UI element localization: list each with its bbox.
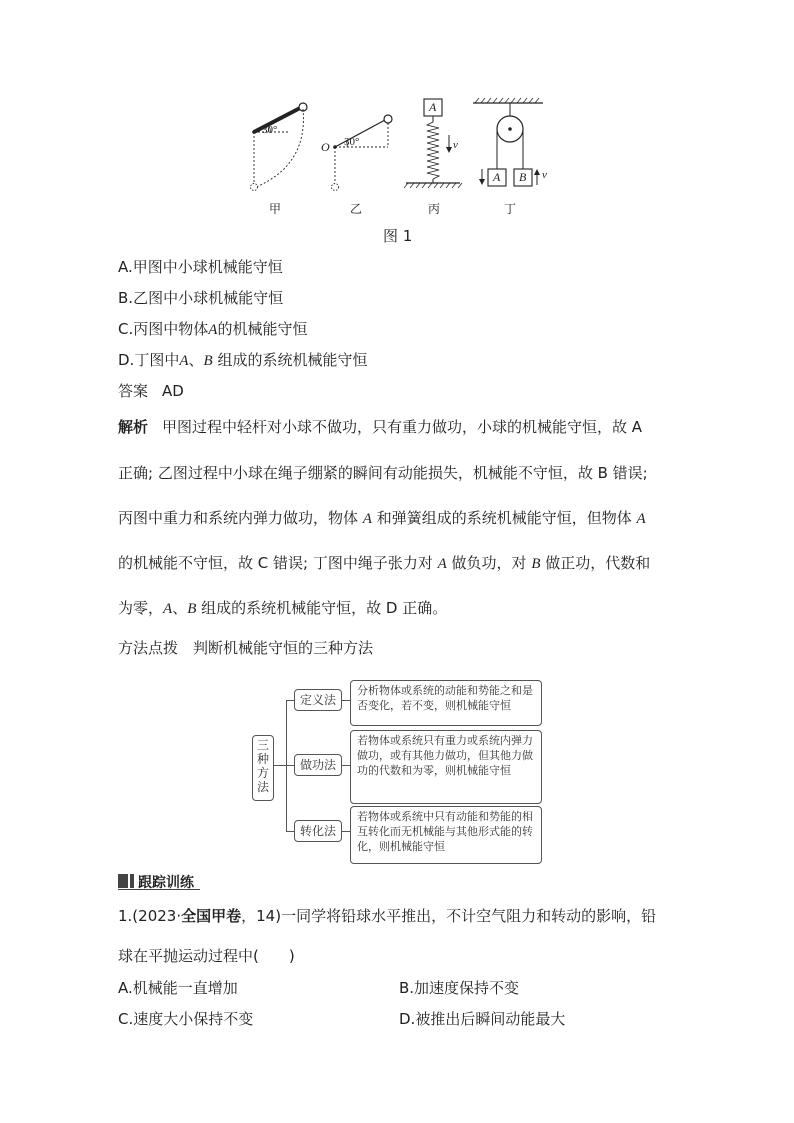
method-work-desc: 若物体或系统只有重力或系统内弹力做功，或有其他力做功，但其他力做功的代数和为零，则机械能守恒: [350, 730, 542, 804]
section-marker-stripe: [128, 874, 130, 888]
sub-label-ding: 丁: [504, 202, 517, 216]
choice-d: D.被推出后瞬间动能最大: [399, 1010, 566, 1028]
connector-branch-1: [286, 700, 294, 701]
method-definition-box: 定义法: [294, 689, 342, 711]
angle-label-jia: 30°: [262, 124, 278, 136]
block-a-label-bing: A: [429, 100, 437, 114]
block-a-label-ding: A: [493, 170, 501, 184]
method-conversion-desc: 若物体或系统中只有动能和势能的相互转化而无机械能与其他形式能的转化，则机械能守恒: [350, 806, 542, 864]
method-definition-desc: 分析物体或系统的动能和势能之和是否变化，若不变，则机械能守恒: [350, 680, 542, 726]
method-work-box: 做功法: [294, 754, 342, 776]
connector-desc-2: [342, 765, 350, 766]
answer-line: [118, 380, 184, 401]
section-marker-icon: [118, 874, 134, 888]
block-b-label-ding: B: [519, 170, 527, 184]
figure-caption: 图 1: [383, 227, 413, 245]
answer-label: 答案: [118, 382, 149, 400]
figure-1: [240, 95, 560, 225]
connector-branch-3: [286, 831, 294, 832]
diagram-yi: [332, 115, 393, 191]
sub-label-bing: 丙: [428, 202, 441, 216]
option-b: B.乙图中小球机械能守恒: [118, 289, 284, 307]
choice-a: A.机械能一直增加: [118, 979, 238, 997]
connector-branch-2: [286, 765, 294, 766]
analysis-line-3: 丙图中重力和系统内弹力做功，物体 A 和弹簧组成的系统机械能守恒，但物体 A: [118, 509, 646, 527]
sub-label-jia: 甲: [269, 202, 282, 216]
connector-desc-3: [342, 831, 350, 832]
diagram-jia: [251, 103, 308, 191]
method-title: 方法点拨 判断机械能守恒的三种方法: [118, 639, 374, 657]
diagram-ding: [473, 98, 543, 186]
analysis-line-2: 正确; 乙图过程中小球在绳子绷紧的瞬间有动能损失，机械能不守恒，故 B 错误;: [118, 464, 648, 482]
connector-root: [274, 765, 286, 766]
question-1-line-2: 球在平抛运动过程中( ): [118, 947, 295, 965]
analysis-line-4: 的机械能不守恒，故 C 错误; 丁图中绳子张力对 A 做负功，对 B 做正功，代数和: [118, 554, 651, 572]
velocity-label-bing: v: [453, 139, 458, 151]
question-1-line-1: 1.(2023·全国甲卷，14)一同学将铅球水平推出，不计空气阻力和转动的影响，铅: [118, 907, 657, 925]
velocity-label-ding: v: [542, 169, 547, 181]
analysis-line-1: 解析 甲图过程中轻杆对小球不做功，只有重力做功，小球的机械能守恒，故 A: [118, 418, 643, 436]
method-conversion-box: 转化法: [294, 820, 342, 842]
sub-label-yi: 乙: [350, 202, 363, 216]
point-o-label: O: [321, 140, 330, 154]
connector-desc-1: [342, 700, 350, 701]
answer-value: AD: [162, 382, 184, 400]
angle-label-yi: 30°: [344, 136, 360, 148]
analysis-line-5: 为零，A、B 组成的系统机械能守恒，故 D 正确。: [118, 599, 448, 617]
analysis-label: 解析: [118, 418, 149, 436]
choice-c: C.速度大小保持不变: [118, 1010, 254, 1028]
method-flowchart: [250, 680, 550, 862]
root-box: 三 种 方 法: [252, 735, 274, 801]
option-a: A.甲图中小球机械能守恒: [118, 258, 283, 276]
option-c: C.丙图中物体A的机械能守恒: [118, 320, 308, 338]
option-d: D.丁图中A、B 组成的系统机械能守恒: [118, 351, 368, 369]
choice-b: B.加速度保持不变: [399, 979, 520, 997]
section-title: 跟踪训练: [138, 875, 194, 891]
